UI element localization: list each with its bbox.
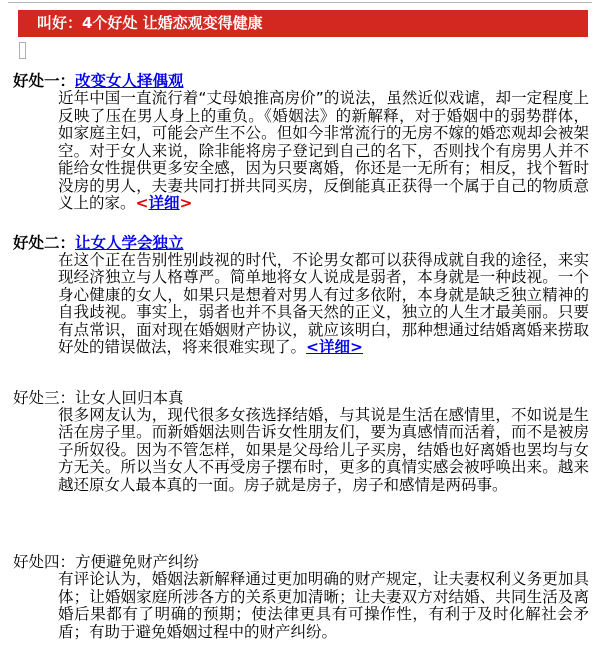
section-benefit-2 (13, 234, 588, 357)
article-content (13, 72, 588, 641)
section-1-label: 好处一： (13, 72, 76, 90)
section-4-body (58, 571, 589, 641)
detail-bracket-open: < (135, 194, 149, 212)
section-4-heading (13, 553, 588, 571)
section-benefit-4 (13, 553, 588, 641)
section-benefit-1 (13, 72, 588, 213)
section-2-heading-link[interactable]: 让女人学会独立 (75, 233, 184, 252)
section-benefit-3 (13, 389, 588, 495)
section-1-body-text: 近年中国一直流行着“丈母娘推高房价”的说法，虽然近似戏谑，却一定程度上反映了压在男人身上的重负。《婚姻法》的新解释，对于婚姻中的弱势群体，如家庭主妇，可能会产生不公。但如今非常流行的无房不嫁的婚恋观却会被架空。对于女人来说，除非能将房子登记到自己的名下，否则找个有房男人并不能给女性提供更多安全感，因为只要离婚，你还是一无所有；相反，找个暂时没房的男人，夫妻共同打拼共同买房，反倒能真正获得一个属于自己的物质意义上的家。 (58, 89, 589, 212)
section-4-body-text: 有评论认为，婚姻法新解释通过更加明确的财产规定，让夫妻权利义务更加具体；让婚姻家庭所涉各方的关系更加清晰；让夫妻双方对结婚、共同生活及离婚后果都有了明确的预期；使法律更具有可操作性，有利于及时化解社会矛盾；有助于避免婚姻过程中的财产纠纷。 (58, 570, 589, 641)
section-3-heading-text: 好处三：让女人回归本真 (13, 388, 184, 407)
section-1-heading (13, 72, 588, 90)
section-1-heading-link[interactable]: 改变女人择偶观 (75, 72, 184, 90)
section-2-body-text: 在这个正在告别性别歧视的时代，不论男女都可以获得成就自我的途径，来实现经济独立与人格尊严。简单地将女人说成是弱者，本身就是一种歧视。一个身心健康的女人，如果只是想着对男人有过多依附，本身就是缺乏独立精神的自我歧视。事实上，弱者也并不具备天然的正义，独立的人生才最美丽。只要有点常识，面对现在婚姻财产协议，就应该明白，那种想通过结婚离婚来捞取好处的错误做法，将来很难实现了。 (58, 250, 589, 356)
section-3-heading (13, 389, 588, 407)
section-4-heading-text: 好处四：方便避免财产纠纷 (13, 553, 200, 571)
empty-placeholder-box (19, 42, 26, 59)
header-bar (18, 10, 588, 37)
section-1-detail-link[interactable]: 详细 (148, 194, 180, 212)
section-2-label: 好处二： (13, 233, 76, 252)
section-3-body-text: 很多网友认为，现代很多女孩选择结婚，与其说是生活在感情里，不如说是生活在房子里。而新婚姻法则告诉女性朋友们，要为真感情而活着，而不是被房子所奴役。因为不管怎样，如果是父母给儿子买房，结婚也好离婚也罢均与女方无关。所以当女人不再受房子摆布时，更多的真情实感会被呼唤出来。越来越还原女人最本真的一面。房子就是房子，房子和感情是两码事。 (58, 405, 589, 494)
section-3-body (58, 407, 589, 495)
page-title: 叫好：4个好处 让婚恋观变得健康 (37, 14, 263, 32)
section-2-heading (13, 234, 588, 252)
section-2-detail-link[interactable]: <详细> (306, 338, 363, 356)
top-border-line (8, 2, 592, 3)
section-2-body (58, 252, 589, 357)
detail-bracket-close: > (179, 194, 193, 212)
section-1-body (58, 90, 589, 213)
